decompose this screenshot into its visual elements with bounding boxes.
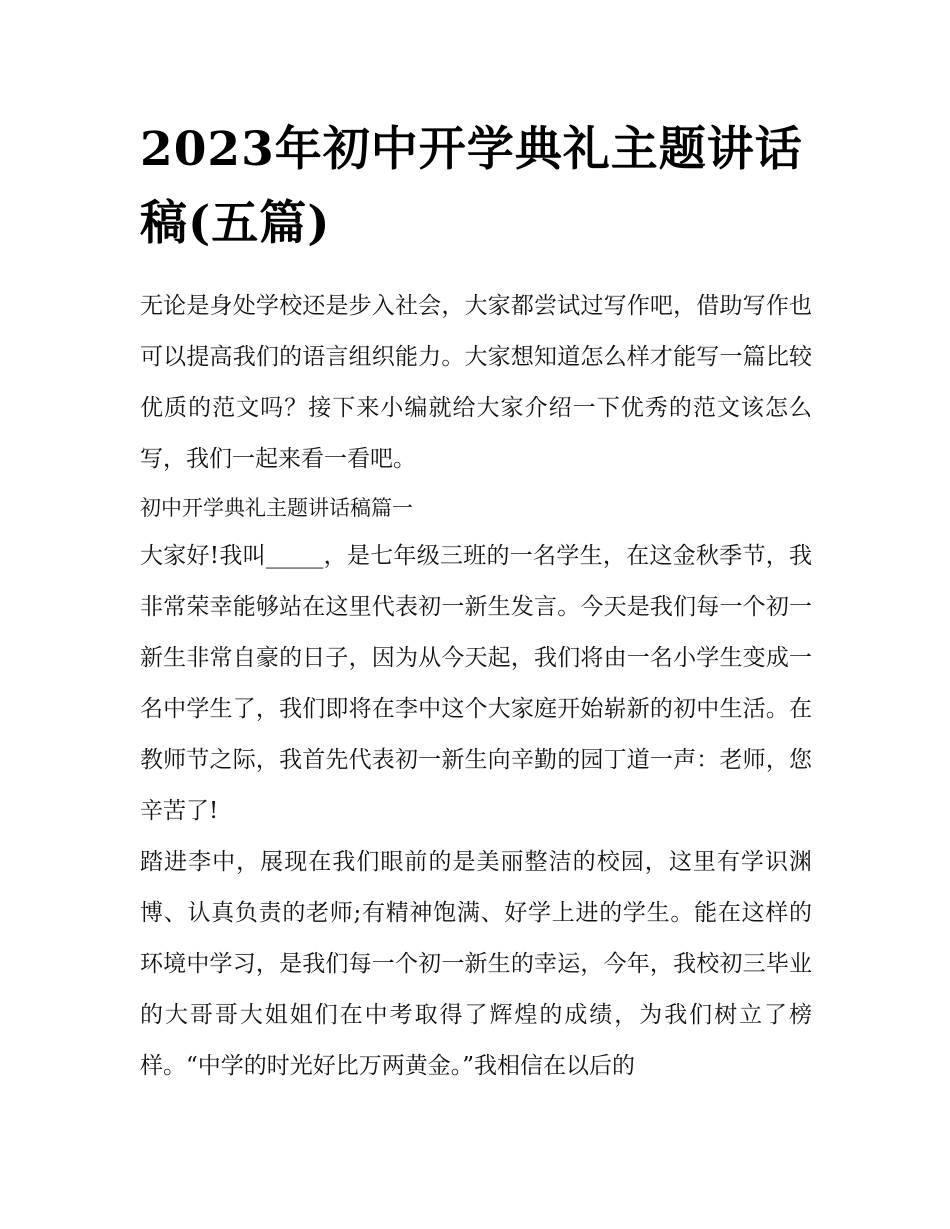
document-page bbox=[140, 113, 812, 1092]
document-title: 2023年初中开学典礼主题讲话稿(五篇) bbox=[140, 122, 803, 251]
section-heading: 初中开学典礼主题讲话稿篇一 bbox=[140, 496, 413, 520]
body-paragraph-1: 大家好!我叫_____，是七年级三班的一名学生，在这金秋季节，我非常荣幸能够站在这里代表初一新生发言。今天是我们每一个初一新生非常自豪的日子，因为从今天起，我们将由一名小学生变成一名中学生了，我们即将在李中这个大家庭开始崭新的初中生活。在教师节之际，我首先代表初一新生向辛勤的园丁道一声：老师，您辛苦了! bbox=[140, 543, 812, 824]
body-paragraph-2: 踏进李中，展现在我们眼前的是美丽整洁的校园，这里有学识渊博、认真负责的老师;有精神饱满、好学上进的学生。能在这样的环境中学习，是我们每一个初一新生的幸运，今年，我校初三毕业的大哥哥大姐姐们在中考取得了辉煌的成绩，为我们树立了榜样。“中学的时光好比万两黄金。”我相信在以后的 bbox=[140, 849, 812, 1079]
intro-paragraph: 无论是身处学校还是步入社会，大家都尝试过写作吧，借助写作也可以提高我们的语言组织能力。大家想知道怎么样才能写一篇比较优质的范文吗？接下来小编就给大家介绍一下优秀的范文该怎么写，我们一起来看一看吧。 bbox=[140, 293, 812, 472]
